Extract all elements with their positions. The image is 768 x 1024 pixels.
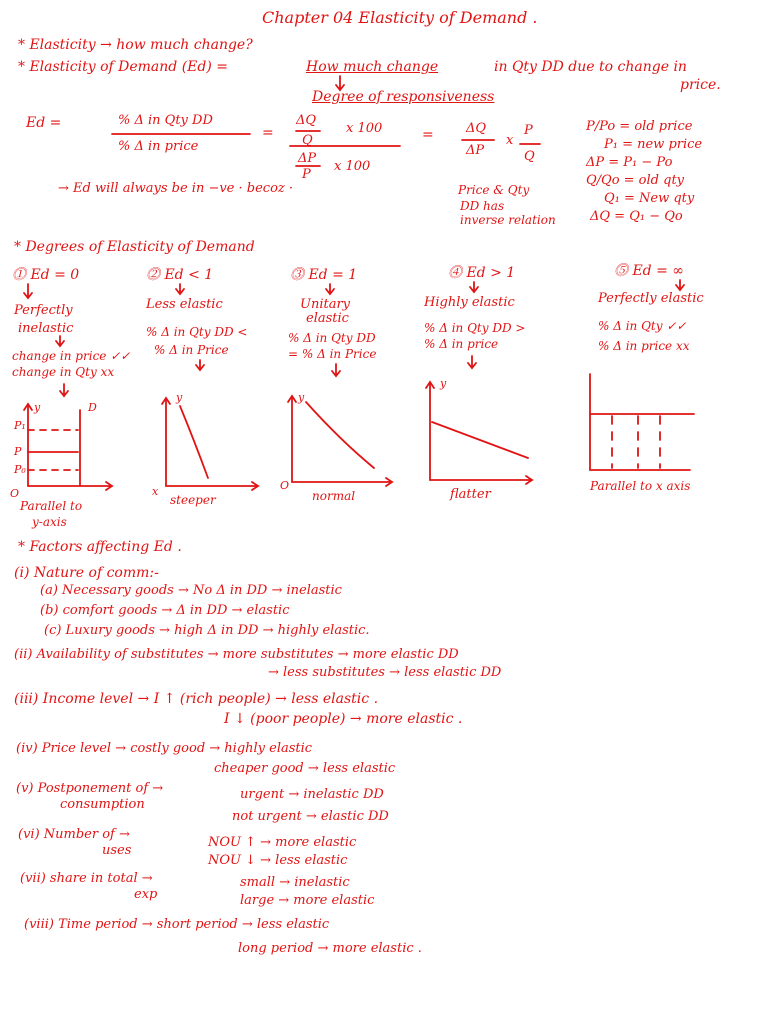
factor-ii-1: (ii) Availability of substitutes → more substitutes → more elastic DD bbox=[14, 647, 459, 662]
f3-dp: ΔP bbox=[466, 143, 485, 158]
degree-3-arrow-2 bbox=[332, 364, 340, 376]
degree-5-name1: Perfectly elastic bbox=[598, 291, 704, 306]
inverse-note-1: Price & Qty bbox=[458, 183, 530, 197]
degree-3-name2: elastic bbox=[306, 311, 349, 326]
degree-2-cond: ⓶ Ed < 1 bbox=[146, 267, 214, 283]
graph-2-x-label: x bbox=[152, 485, 159, 498]
graph-2-y-label: y bbox=[176, 391, 183, 404]
degree-5-cond: ⓹ Ed = ∞ bbox=[614, 263, 684, 279]
equals-1: = bbox=[262, 125, 274, 141]
degree-1-desc2: change in Qty xx bbox=[12, 365, 115, 379]
degree-1-arrow-2 bbox=[56, 336, 64, 346]
f2-num: ΔQ bbox=[296, 113, 317, 128]
formula-denominator: % Δ in price bbox=[118, 139, 199, 154]
graph-1-p-label: P bbox=[14, 445, 22, 458]
f2-p: P bbox=[302, 167, 311, 182]
factor-vii-2b: large → more elastic bbox=[240, 893, 375, 908]
f3-dq: ΔQ bbox=[466, 121, 487, 136]
degree-5-desc2: % Δ in price xx bbox=[598, 339, 690, 353]
degree-2-desc1: % Δ in Qty DD < bbox=[146, 325, 248, 339]
graph-5 bbox=[590, 374, 694, 470]
degree-3-name1: Unitary bbox=[300, 297, 351, 312]
degree-1-arrow bbox=[24, 284, 32, 298]
factor-vii-1: (vii) share in total → bbox=[20, 871, 153, 886]
factor-v-1b: urgent → inelastic DD bbox=[240, 787, 384, 802]
elasticity-definition: * Elasticity → how much change? bbox=[18, 37, 253, 53]
graph-4 bbox=[426, 382, 532, 484]
ed-definition-rest: in Qty DD due to change in bbox=[494, 59, 687, 75]
factor-iv-2: cheaper good → less elastic bbox=[214, 761, 396, 776]
graph-1 bbox=[24, 401, 112, 490]
factor-i-b: (b) comfort goods → Δ in DD → elastic bbox=[40, 603, 290, 618]
f2-dp: ΔP bbox=[298, 151, 317, 166]
degree-2-arrow bbox=[176, 284, 184, 294]
f2-x100: x 100 bbox=[346, 121, 383, 136]
f2-q: Q bbox=[302, 133, 313, 148]
note-delta-p: ΔP = P₁ − Po bbox=[586, 155, 673, 170]
ed-definition-underlined: How much change bbox=[306, 59, 439, 75]
degree-4-arrow-2 bbox=[468, 356, 476, 368]
degree-4-name1: Highly elastic bbox=[424, 295, 515, 310]
degree-4-desc2: % Δ in price bbox=[424, 337, 499, 351]
factor-vi-2: uses bbox=[102, 843, 132, 858]
degree-4-arrow bbox=[470, 282, 478, 292]
graph-3-y-label: y bbox=[298, 391, 305, 404]
graph-1-p1-label: P₁ bbox=[14, 419, 26, 432]
graph-3 bbox=[288, 396, 392, 486]
factor-i-c: (c) Luxury goods → high Δ in DD → highly elastic. bbox=[44, 623, 370, 638]
graph-2-caption: steeper bbox=[170, 493, 216, 507]
factor-vi-1: (vi) Number of → bbox=[18, 827, 130, 842]
factor-ii-2: → less substitutes → less elastic DD bbox=[268, 665, 502, 680]
f3-p: P bbox=[524, 123, 533, 138]
graph-1-caption-1: Parallel to bbox=[20, 499, 83, 513]
f2-x100-2: x 100 bbox=[334, 159, 371, 174]
factor-vii-2: exp bbox=[134, 887, 158, 902]
ed-definition-price: price. bbox=[680, 77, 721, 93]
note-old-price: P/Po = old price bbox=[586, 119, 693, 134]
factor-i-a: (a) Necessary goods → No Δ in DD → inelastic bbox=[40, 583, 342, 598]
degree-3-arrow bbox=[326, 284, 334, 294]
graph-5-caption: Parallel to x axis bbox=[590, 479, 691, 493]
degree-of-responsiveness: Degree of responsiveness bbox=[312, 89, 495, 105]
factor-iii-2: I ↓ (poor people) → more elastic . bbox=[224, 711, 463, 727]
factor-iv-1: (iv) Price level → costly good → highly elastic bbox=[16, 741, 313, 756]
degree-2-desc2: % Δ in Price bbox=[154, 343, 229, 357]
degree-3-cond: ⓷ Ed = 1 bbox=[290, 267, 358, 283]
graph-3-origin: O bbox=[280, 479, 290, 492]
responsiveness-arrow bbox=[336, 76, 344, 90]
factor-vii-1b: small → inelastic bbox=[240, 875, 350, 890]
equals-2: = bbox=[422, 127, 434, 143]
inverse-note-3: inverse relation bbox=[460, 213, 556, 227]
factor-v-1: (v) Postponement of → bbox=[16, 781, 164, 796]
degree-2-arrow-2 bbox=[196, 360, 204, 370]
graph-1-y-label: y bbox=[34, 401, 41, 414]
ed-definition-label: * Elasticity of Demand (Ed) = bbox=[18, 59, 228, 75]
negative-note: → Ed will always be in −ve · becoz · bbox=[58, 181, 294, 196]
factor-viii-1: (viii) Time period → short period → less elastic bbox=[24, 917, 330, 932]
factor-iii-1: (iii) Income level → I ↑ (rich people) → less elastic . bbox=[14, 691, 379, 707]
factors-heading: * Factors affecting Ed . bbox=[18, 539, 182, 555]
note-old-qty: Q/Qo = old qty bbox=[586, 173, 685, 188]
graph-1-origin: O bbox=[10, 487, 20, 500]
factor-vi-1b: NOU ↑ → more elastic bbox=[208, 835, 357, 850]
factor-v-2: consumption bbox=[60, 797, 145, 812]
degree-5-arrow bbox=[676, 280, 684, 290]
degree-4-cond: ⓸ Ed > 1 bbox=[448, 265, 516, 281]
degree-1-name2: inelastic bbox=[18, 321, 74, 336]
graph-3-caption: normal bbox=[312, 489, 356, 503]
degree-3-desc1: % Δ in Qty DD bbox=[288, 331, 376, 345]
graph-1-caption-2: y-axis bbox=[32, 515, 67, 529]
graph-4-caption: flatter bbox=[450, 487, 491, 502]
degree-1-desc1: change in price ✓✓ bbox=[12, 349, 131, 363]
ed-label: Ed = bbox=[26, 115, 62, 131]
degree-5-desc1: % Δ in Qty ✓✓ bbox=[598, 319, 687, 333]
factor-i: (i) Nature of comm:- bbox=[14, 565, 159, 581]
f3-q: Q bbox=[524, 149, 535, 164]
degree-1-arrow-3 bbox=[60, 384, 68, 396]
page-title: Chapter 04 Elasticity of Demand . bbox=[262, 8, 538, 27]
formula-numerator: % Δ in Qty DD bbox=[118, 113, 213, 128]
graph-4-y-label: y bbox=[440, 377, 447, 390]
inverse-note-2: DD has bbox=[460, 199, 505, 213]
graph-1-d-label: D bbox=[88, 401, 97, 414]
degree-2-name1: Less elastic bbox=[146, 297, 223, 312]
degree-4-desc1: % Δ in Qty DD > bbox=[424, 321, 526, 335]
note-new-price: P₁ = new price bbox=[604, 137, 703, 152]
graph-1-p0-label: P₀ bbox=[14, 463, 26, 476]
f3-x: x bbox=[506, 133, 514, 148]
degree-1-name1: Perfectly bbox=[14, 303, 73, 318]
note-delta-q: ΔQ = Q₁ − Qo bbox=[590, 209, 683, 224]
factor-v-2b: not urgent → elastic DD bbox=[232, 809, 389, 824]
degree-3-desc2: = % Δ in Price bbox=[288, 347, 377, 361]
factor-viii-2: long period → more elastic . bbox=[238, 941, 422, 956]
note-new-qty: Q₁ = New qty bbox=[604, 191, 695, 206]
degrees-heading: * Degrees of Elasticity of Demand bbox=[14, 239, 255, 255]
degree-1-cond: ⓵ Ed = 0 bbox=[12, 267, 80, 283]
graph-2 bbox=[162, 398, 258, 490]
factor-vi-2b: NOU ↓ → less elastic bbox=[208, 853, 348, 868]
